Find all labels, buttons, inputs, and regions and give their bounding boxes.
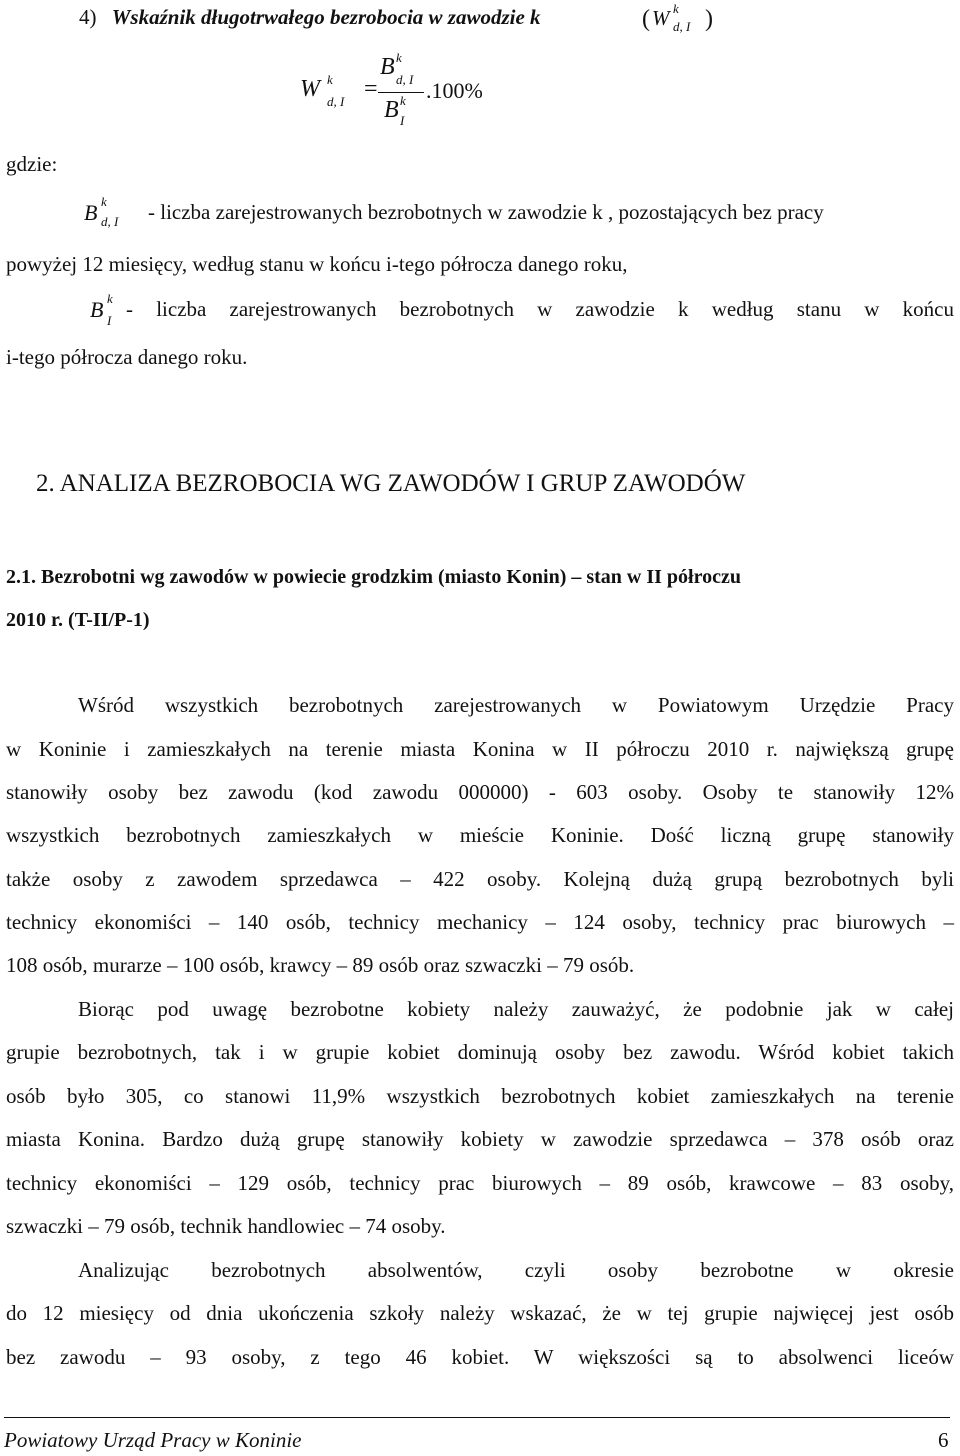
subsection-heading-cont: 2010 r. (T-II/P-1) [6, 609, 150, 631]
gdzie-label: gdzie: [6, 152, 58, 176]
subsection-heading: 2.1. Bezrobotni wg zawodów w powiecie grodzkim (miasto Konin) – stan w II półroczu [6, 566, 741, 588]
def2-sub: I [107, 313, 112, 328]
section-4-symbol [642, 2, 722, 36]
section-4-title: Wskaźnik długotrwałego bezrobocia w zawodzie k [111, 5, 541, 29]
footer-org: Powiatowy Urząd Pracy w Koninie [4, 1428, 302, 1452]
def1-symbol [84, 194, 144, 230]
formula-den-sup: k [400, 93, 406, 108]
section-4-number: 4) [79, 5, 97, 29]
formula-lhs: W [300, 76, 320, 102]
paragraph-2-line-2: grupie bezrobotnych, tak i w grupie kobiet dominują osoby bez zawodu. Wśród kobiet takich [6, 1040, 954, 1064]
paragraph-1-line-6: technicy ekonomiści – 140 osób, technicy mechanicy – 124 osoby, technicy prac biurowych – [6, 910, 954, 934]
formula-num-sub: d, I [396, 72, 414, 87]
paragraph-1-line-1: Wśród wszystkich bezrobotnych zarejestrowanych w Powiatowym Urzędzie Pracy [78, 693, 954, 717]
def2-symbol [90, 291, 130, 331]
paragraph-3-line-3: bez zawodu – 93 osoby, z tego 46 kobiet. W większości są to absolwenci liceów [6, 1345, 954, 1369]
def2-B: B [90, 297, 104, 322]
formula [300, 50, 540, 130]
footer-rule [4, 1417, 950, 1418]
paragraph-1-line-2: w Koninie i zamieszkałych na terenie miasta Konina w II półroczu 2010 r. największą grupę [6, 737, 954, 761]
formula-equals: = [364, 76, 378, 102]
paragraph-1-line-4: wszystkich bezrobotnych zamieszkałych w mieście Koninie. Dość liczną grupę stanowiły [6, 823, 954, 847]
paragraph-3-line-2: do 12 miesięcy od dnia ukończenia szkoły należy wskazać, że w tej grupie najwięcej jest osób [6, 1301, 954, 1325]
formula-denominator: B [384, 97, 399, 123]
wskaznik-symbol: W [652, 6, 670, 30]
paragraph-1-line-5: także osoby z zawodem sprzedawca – 422 osoby. Kolejną dużą grupą bezrobotnych byli [6, 867, 954, 891]
formula-num-sup: k [396, 50, 402, 65]
paragraph-1-line-3: stanowiły osoby bez zawodu (kod zawodu 000000) - 603 osoby. Osoby te stanowiły 12% [6, 780, 954, 804]
paragraph-2-line-3: osób było 305, co stanowi 11,9% wszystkich bezrobotnych kobiet zamieszkałych na terenie [6, 1084, 954, 1108]
paragraph-2-line-6: szwaczki – 79 osób, technik handlowiec – 74 osoby. [6, 1214, 446, 1238]
paren-open: ( [642, 6, 650, 32]
def2-text: - liczba zarejestrowanych bezrobotnych w zawodzie k według stanu w końcu [126, 297, 954, 321]
paragraph-2-line-5: technicy ekonomiści – 129 osób, technicy prac biurowych – 89 osób, krawcowe – 83 osoby, [6, 1171, 954, 1195]
paren-close: ) [705, 6, 713, 32]
section-4-heading [79, 4, 541, 30]
def1-text: - liczba zarejestrowanych bezrobotnych w zawodzie k , pozostających bez pracy [148, 200, 824, 224]
def1-text-cont: powyżej 12 miesięcy, według stanu w końcu i-tego półrocza danego roku, [6, 252, 628, 276]
def1-B: B [84, 200, 98, 225]
formula-factor: .100% [426, 78, 483, 103]
formula-den-sub: I [400, 113, 405, 128]
formula-numerator: B [380, 54, 395, 80]
wskaznik-sup: k [673, 1, 679, 16]
def1-sub: d, I [101, 214, 119, 229]
paragraph-1-line-7: 108 osób, murarze – 100 osób, krawcy – 89 osób oraz szwaczki – 79 osób. [6, 953, 635, 977]
footer-page-number: 6 [938, 1428, 949, 1452]
chapter-heading: 2. ANALIZA BEZROBOCIA WG ZAWODÓW I GRUP ZAWODÓW [36, 470, 746, 497]
def2-text-cont: i-tego półrocza danego roku. [6, 345, 248, 369]
formula-lhs-sup: k [327, 72, 333, 87]
def1-sup: k [101, 194, 107, 209]
formula-lhs-sub: d, I [327, 94, 345, 109]
wskaznik-sub: d, I [673, 19, 691, 34]
paragraph-2-line-1: Biorąc pod uwagę bezrobotne kobiety należy zauważyć, że podobnie jak w całej [78, 997, 954, 1021]
paragraph-2-line-4: miasta Konina. Bardzo dużą grupę stanowiły kobiety w zawodzie sprzedawca – 378 osób oraz [6, 1127, 954, 1151]
paragraph-3-line-1: Analizując bezrobotnych absolwentów, czyli osoby bezrobotne w okresie [78, 1258, 954, 1282]
def2-sup: k [107, 291, 113, 306]
